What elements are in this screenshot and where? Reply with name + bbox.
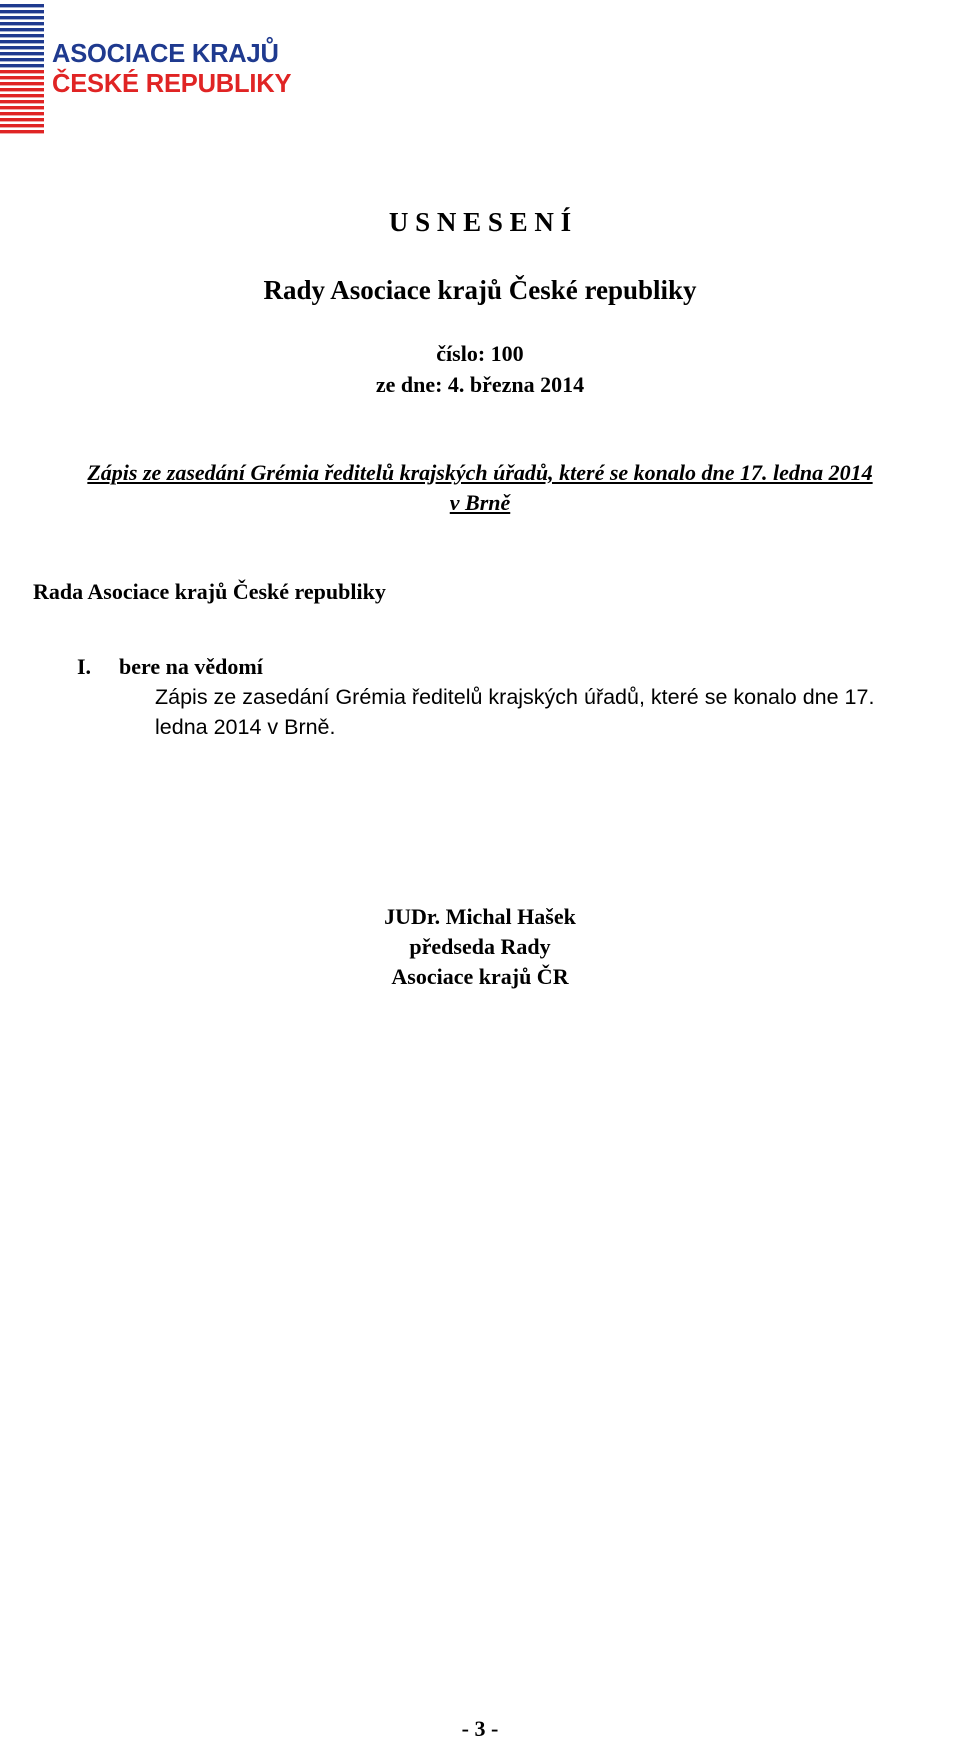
page-number: - 3 -	[461, 1716, 499, 1741]
resolution-number: číslo: 100	[436, 341, 524, 366]
logo-text-line1: ASOCIACE KRAJŮ	[52, 40, 279, 68]
document-subtitle: Rady Asociace krajů České republiky	[263, 275, 697, 305]
signature-name: JUDr. Michal Hašek	[384, 904, 576, 929]
document-meta	[0, 338, 960, 400]
organization-logo	[0, 4, 300, 136]
signature-block	[0, 902, 960, 992]
document-subject	[0, 458, 960, 518]
logo-stripes-icon	[0, 4, 44, 136]
subject-line-1: Zápis ze zasedání Grémia ředitelů krajských úřadů, které se konalo dne 17. ledna 2014	[87, 460, 873, 485]
document-title: U S N E S E N Í	[388, 207, 572, 237]
resolution-date: ze dne: 4. března 2014	[375, 372, 585, 397]
subject-line-2: v Brně	[449, 490, 511, 515]
resolution-item-text: Zápis ze zasedání Grémia ředitelů krajských úřadů, které se konalo dne 17. ledna 2014 v Brně.	[155, 685, 875, 739]
council-name: Rada Asociace krajů České republiky	[33, 579, 386, 604]
resolution-item-number: I.	[77, 654, 92, 679]
logo-text-line2: ČESKÉ REPUBLIKY	[52, 70, 292, 98]
signature-role: předseda Rady	[409, 934, 551, 959]
signature-org: Asociace krajů ČR	[391, 964, 569, 989]
resolution-item-verb: bere na vědomí	[119, 654, 263, 679]
